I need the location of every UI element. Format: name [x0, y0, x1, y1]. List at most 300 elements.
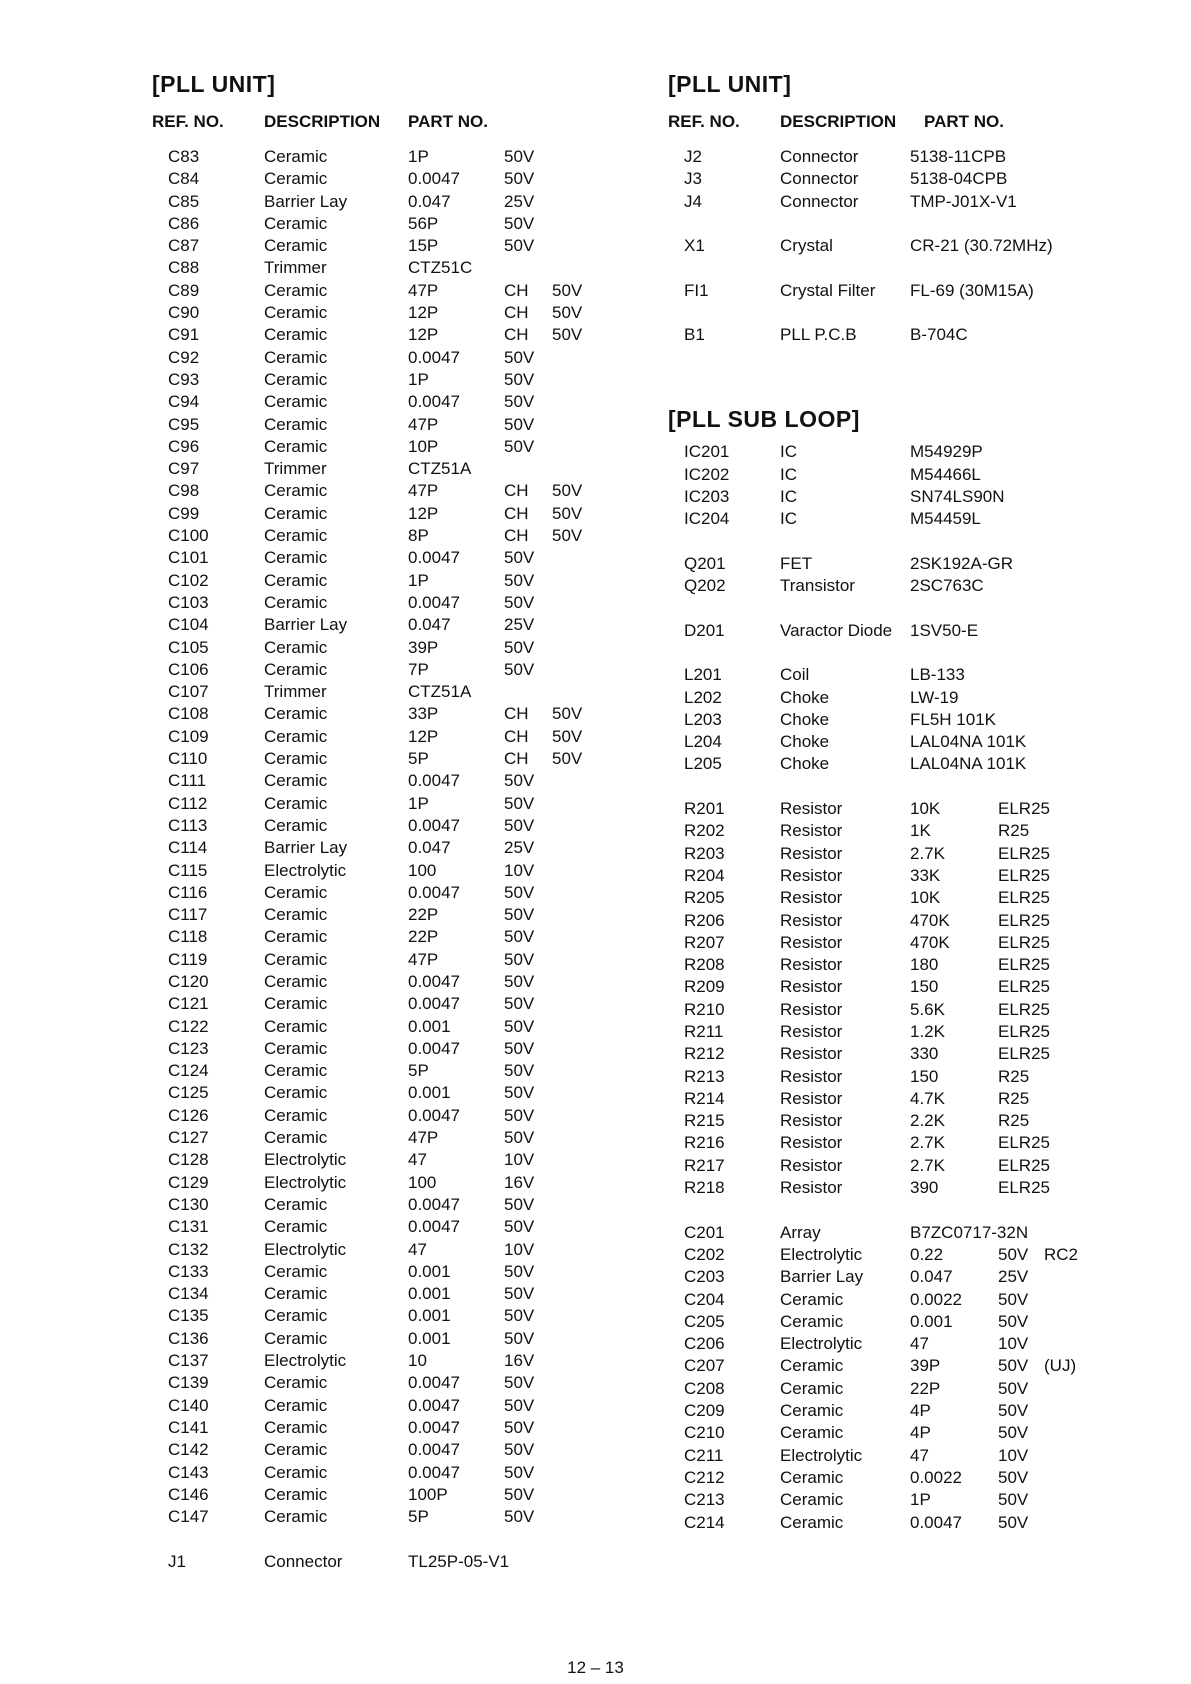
ref-no: C207 [684, 1356, 725, 1376]
part-no: 1K [910, 821, 931, 841]
part-no: 0.22 [910, 1244, 944, 1264]
table-row [152, 637, 592, 659]
part-extra [1044, 1422, 1084, 1444]
section-title: [PLL UNIT] [152, 71, 276, 97]
ref-no: IC204 [684, 509, 730, 529]
part-spec: 50V [504, 905, 535, 925]
part-extra [552, 436, 592, 458]
part-no: LAL04NA 101K [910, 754, 1027, 774]
description: Ceramic [780, 1423, 844, 1443]
part-no: 470K [910, 910, 950, 930]
ref-no: C109 [168, 726, 209, 746]
table-row [668, 191, 1084, 213]
part-spec [998, 508, 1044, 530]
table-row [152, 213, 592, 235]
ref-no: R212 [684, 1044, 725, 1064]
part-spec [998, 191, 1044, 213]
ref-no: C213 [684, 1490, 725, 1510]
part-spec: 50V [504, 169, 535, 189]
ref-no: C114 [168, 838, 208, 858]
part-extra [552, 971, 592, 993]
ref-no: C115 [168, 860, 208, 880]
description: Barrier Lay [264, 838, 348, 858]
part-no: 0.001 [408, 1016, 451, 1036]
table-row [668, 1422, 1084, 1444]
part-spec: ELR25 [998, 1133, 1050, 1153]
ref-no: R211 [684, 1021, 724, 1041]
part-extra [1044, 441, 1084, 463]
part-no: 0.0047 [408, 815, 460, 835]
ref-no: C203 [684, 1267, 725, 1287]
part-extra: 50V [552, 526, 583, 546]
part-spec: 10V [998, 1445, 1029, 1465]
description: Ceramic [780, 1401, 844, 1421]
part-no: M54929P [910, 442, 983, 462]
part-extra [552, 1551, 592, 1573]
table-row [668, 1155, 1084, 1177]
part-extra [1044, 235, 1084, 257]
description: Ceramic [264, 637, 328, 657]
part-extra [552, 1038, 592, 1060]
part-extra [1044, 1378, 1084, 1400]
table-row [152, 1328, 592, 1350]
spacer [668, 347, 1084, 392]
part-no: 56P [408, 213, 439, 233]
part-no: 10 [408, 1351, 427, 1371]
part-spec [998, 280, 1044, 302]
description: Resistor [780, 821, 843, 841]
ref-no: C147 [168, 1507, 209, 1527]
description: Electrolytic [780, 1445, 863, 1465]
description: Electrolytic [264, 1172, 347, 1192]
ref-no: C117 [168, 905, 208, 925]
part-no: 0.0047 [408, 392, 460, 412]
part-extra [1044, 1512, 1084, 1534]
ref-no: C140 [168, 1395, 209, 1415]
part-spec: ELR25 [998, 1155, 1050, 1175]
part-no: 0.0047 [408, 548, 460, 568]
part-no: CTZ51A [408, 682, 472, 702]
part-no: 0.0047 [910, 1512, 962, 1532]
part-spec: 25V [504, 615, 535, 635]
part-extra [552, 1172, 592, 1194]
description: Ceramic [264, 1016, 328, 1036]
description: Ceramic [264, 749, 328, 769]
part-no: SN74LS90N [910, 486, 1005, 506]
part-extra [1044, 976, 1084, 998]
table-row [152, 570, 592, 592]
part-spec: 50V [504, 1328, 535, 1348]
part-no: B-704C [910, 325, 968, 345]
description: Connector [780, 169, 859, 189]
part-spec: 50V [504, 815, 535, 835]
part-extra [552, 168, 592, 190]
part-spec: 50V [504, 1440, 535, 1460]
part-no: M54466L [910, 464, 981, 484]
part-extra [552, 570, 592, 592]
description: Ceramic [780, 1467, 844, 1487]
part-spec: 50V [998, 1244, 1029, 1264]
description: Electrolytic [264, 1239, 347, 1259]
table-row [152, 1261, 592, 1283]
ref-no: R216 [684, 1133, 725, 1153]
table-row [668, 1043, 1084, 1065]
ref-no: B1 [684, 325, 705, 345]
table-row [152, 1439, 592, 1461]
description: Ceramic [264, 971, 328, 991]
table-row [668, 1467, 1084, 1489]
table-row [152, 480, 592, 502]
ref-no: C91 [168, 325, 200, 345]
part-spec [998, 753, 1044, 775]
table-row [668, 441, 1084, 463]
description: Resistor [780, 865, 843, 885]
part-no: 12P [408, 503, 439, 523]
description: Ceramic [264, 347, 328, 367]
part-spec: 50V [504, 213, 535, 233]
ref-no: C125 [168, 1083, 209, 1103]
part-spec: 50V [504, 1373, 535, 1393]
part-extra [1044, 146, 1084, 168]
part-spec: 50V [504, 436, 535, 456]
part-spec: ELR25 [998, 865, 1050, 885]
part-extra [1044, 620, 1084, 642]
part-spec: 50V [504, 659, 535, 679]
part-no: 1SV50-E [910, 620, 979, 640]
part-no: 0.0047 [408, 994, 460, 1014]
description: Resistor [780, 932, 843, 952]
part-no: 0.0047 [408, 1373, 460, 1393]
description: Barrier Lay [264, 615, 348, 635]
part-spec: CH [504, 704, 529, 724]
ref-no: C211 [684, 1445, 724, 1465]
part-extra [1044, 1155, 1084, 1177]
parts-list [152, 146, 592, 1573]
ref-no: IC201 [684, 442, 730, 462]
part-no: 12P [408, 303, 439, 323]
table-row [668, 999, 1084, 1021]
part-spec [504, 257, 552, 279]
table-row [668, 887, 1084, 909]
table-row [668, 932, 1084, 954]
part-spec [998, 620, 1044, 642]
part-no: 0.001 [408, 1306, 451, 1326]
part-no: 150 [910, 1066, 939, 1086]
part-no: 1P [910, 1490, 931, 1510]
description: Resistor [780, 999, 843, 1019]
part-spec: 50V [504, 236, 535, 256]
ref-no: C84 [168, 169, 200, 189]
ref-no: C142 [168, 1440, 209, 1460]
part-spec: 50V [998, 1512, 1029, 1532]
ref-no: C112 [168, 793, 208, 813]
description: Ceramic [264, 548, 328, 568]
part-no: 2.7K [910, 843, 945, 863]
part-extra [552, 815, 592, 837]
table-row [668, 553, 1084, 575]
table-row [668, 464, 1084, 486]
part-no: 100 [408, 860, 437, 880]
table-row [668, 687, 1084, 709]
part-extra [552, 926, 592, 948]
table-row [668, 1489, 1084, 1511]
part-no: 0.001 [408, 1083, 451, 1103]
part-spec: 50V [998, 1378, 1029, 1398]
table-row [152, 770, 592, 792]
part-no: 2SC763C [910, 576, 984, 596]
description: Ceramic [264, 436, 328, 456]
part-extra [1044, 1088, 1084, 1110]
part-extra [1044, 1489, 1084, 1511]
part-extra [552, 1149, 592, 1171]
part-extra [552, 1417, 592, 1439]
part-spec [998, 553, 1044, 575]
part-spec: 50V [998, 1467, 1029, 1487]
part-extra [552, 1016, 592, 1038]
part-no: 5.6K [910, 999, 945, 1019]
description: Resistor [780, 1133, 843, 1153]
ref-no: R215 [684, 1111, 725, 1131]
part-spec: 25V [998, 1267, 1029, 1287]
part-spec: CH [504, 726, 529, 746]
part-spec: 50V [504, 1038, 535, 1058]
part-extra [552, 369, 592, 391]
table-row [152, 815, 592, 837]
part-spec [998, 1222, 1044, 1244]
part-no: B7ZC0717-32N [910, 1222, 1029, 1242]
part-no: 0.0047 [408, 1217, 460, 1237]
description: Ceramic [264, 793, 328, 813]
part-extra [1044, 1400, 1084, 1422]
part-no: CR-21 (30.72MHz) [910, 236, 1053, 256]
description: Ceramic [780, 1356, 844, 1376]
part-extra [552, 146, 592, 168]
part-spec: 50V [504, 147, 535, 166]
table-row [152, 391, 592, 413]
part-extra [552, 681, 592, 703]
part-spec [998, 575, 1044, 597]
header-desc: DESCRIPTION [780, 112, 897, 131]
description: Trimmer [264, 682, 327, 702]
table-row [152, 971, 592, 993]
header-part: PART NO. [924, 112, 1004, 131]
part-spec: ELR25 [998, 843, 1050, 863]
table-row [668, 820, 1084, 842]
part-no: 1P [408, 369, 429, 389]
part-no: 47 [408, 1150, 427, 1170]
part-no: 100 [408, 1172, 437, 1192]
part-no: 2.7K [910, 1133, 945, 1153]
part-no: 0.001 [408, 1261, 451, 1281]
table-row [152, 1417, 592, 1439]
part-extra [1044, 753, 1084, 775]
table-row [152, 436, 592, 458]
part-spec: 50V [504, 392, 535, 412]
table-row [668, 235, 1084, 257]
description: Resistor [780, 1021, 843, 1041]
ref-no: L205 [684, 754, 722, 774]
ref-no: C123 [168, 1038, 209, 1058]
part-spec: 50V [504, 1128, 535, 1148]
table-row [668, 620, 1084, 642]
row-gap [668, 776, 1084, 798]
description: Electrolytic [264, 1351, 347, 1371]
part-extra: (UJ) [1044, 1356, 1077, 1376]
ref-no: D201 [684, 620, 725, 640]
part-spec: 50V [504, 1284, 535, 1304]
table-row [152, 168, 592, 190]
description: Resistor [780, 888, 843, 908]
description: Choke [780, 754, 830, 774]
description: Trimmer [264, 459, 327, 479]
table-row [152, 726, 592, 748]
table-row [152, 324, 592, 346]
ref-no: R213 [684, 1066, 725, 1086]
ref-no: C124 [168, 1061, 209, 1081]
description: Resistor [780, 1178, 843, 1198]
part-no: 0.0047 [408, 1038, 460, 1058]
ref-no: C101 [168, 548, 209, 568]
table-row [668, 664, 1084, 686]
table-row [152, 860, 592, 882]
description: Ceramic [264, 815, 328, 835]
table-row [152, 837, 592, 859]
description: Resistor [780, 799, 843, 819]
table-row [668, 486, 1084, 508]
part-spec: R25 [998, 821, 1030, 841]
table-row [668, 1110, 1084, 1132]
description: Choke [780, 732, 830, 752]
ref-no: R204 [684, 865, 725, 885]
part-spec [504, 458, 552, 480]
part-spec: 50V [504, 548, 535, 568]
row-gap [668, 1199, 1084, 1221]
description: Varactor Diode [780, 620, 893, 640]
table-row [152, 1016, 592, 1038]
ref-no: C122 [168, 1016, 209, 1036]
part-extra [552, 1328, 592, 1350]
table-row [668, 1021, 1084, 1043]
part-no: 330 [910, 1044, 939, 1064]
description: Ceramic [264, 1484, 328, 1504]
part-no: 1.2K [910, 1021, 945, 1041]
table-row [668, 324, 1084, 346]
description: Electrolytic [780, 1334, 863, 1354]
row-gap [668, 257, 1084, 279]
part-extra: 50V [552, 749, 583, 769]
part-no: 0.0022 [910, 1289, 962, 1309]
part-spec: ELR25 [998, 932, 1050, 952]
ref-no: C120 [168, 971, 209, 991]
part-extra [1044, 1132, 1084, 1154]
ref-no: C205 [684, 1311, 725, 1331]
table-row [152, 748, 592, 770]
ref-no: C201 [684, 1222, 725, 1242]
part-spec [998, 687, 1044, 709]
description: Ceramic [264, 392, 328, 412]
table-row [668, 709, 1084, 731]
part-extra [1044, 820, 1084, 842]
part-extra [552, 837, 592, 859]
part-spec: 50V [504, 592, 535, 612]
ref-no: C111 [168, 771, 207, 791]
part-spec: 16V [504, 1351, 535, 1371]
ref-no: C88 [168, 258, 200, 278]
ref-no: C136 [168, 1328, 209, 1348]
sub-section-title: [PLL SUB LOOP] [668, 406, 860, 433]
part-no: 47 [408, 1239, 427, 1259]
ref-no: X1 [684, 236, 705, 256]
part-extra [1044, 1222, 1084, 1244]
table-row [152, 1127, 592, 1149]
part-spec: CH [504, 280, 529, 300]
part-no: 0.0047 [408, 169, 460, 189]
description: Resistor [780, 1088, 843, 1108]
description: Ceramic [264, 1462, 328, 1482]
part-extra [1044, 486, 1084, 508]
ref-no: C202 [684, 1244, 725, 1264]
part-extra [552, 547, 592, 569]
part-extra [1044, 1021, 1084, 1043]
ref-no: C129 [168, 1172, 209, 1192]
ref-no: C118 [168, 927, 208, 947]
part-no: 4P [910, 1401, 931, 1421]
part-extra [552, 458, 592, 480]
table-row [668, 1177, 1084, 1199]
part-extra [1044, 887, 1084, 909]
part-no: 47P [408, 1128, 439, 1148]
ref-no: L202 [684, 687, 722, 707]
description: Ceramic [264, 1507, 328, 1527]
table-row [152, 1060, 592, 1082]
part-extra [1044, 464, 1084, 486]
part-no: 0.0047 [408, 1105, 460, 1125]
part-no: 39P [408, 637, 439, 657]
part-extra: 50V [552, 280, 583, 300]
part-spec: R25 [998, 1088, 1030, 1108]
ref-no: FI1 [684, 280, 709, 300]
table-row [152, 347, 592, 369]
table-row [152, 1372, 592, 1394]
part-no: 0.047 [408, 191, 451, 211]
part-spec: 50V [504, 971, 535, 991]
description: Ceramic [264, 1440, 328, 1460]
part-spec: R25 [998, 1066, 1030, 1086]
ref-no: C107 [168, 682, 209, 702]
part-no: 47P [408, 481, 439, 501]
part-no: 39P [910, 1356, 941, 1376]
right-column [668, 66, 1084, 1534]
part-extra [552, 1194, 592, 1216]
part-no: 0.047 [408, 615, 451, 635]
part-spec: 50V [504, 771, 535, 791]
part-spec [504, 681, 552, 703]
ref-no: C146 [168, 1484, 209, 1504]
ref-no: Q201 [684, 553, 726, 573]
part-spec: 16V [504, 1172, 535, 1192]
part-spec: 50V [998, 1311, 1029, 1331]
part-no: 0.001 [408, 1328, 451, 1348]
part-extra [1044, 798, 1084, 820]
table-row [152, 1149, 592, 1171]
ref-no: C106 [168, 659, 209, 679]
part-extra [552, 592, 592, 614]
part-spec: 50V [504, 637, 535, 657]
left-column [152, 66, 592, 1573]
part-extra [552, 1462, 592, 1484]
header-desc: DESCRIPTION [264, 112, 381, 131]
table-row [152, 1216, 592, 1238]
